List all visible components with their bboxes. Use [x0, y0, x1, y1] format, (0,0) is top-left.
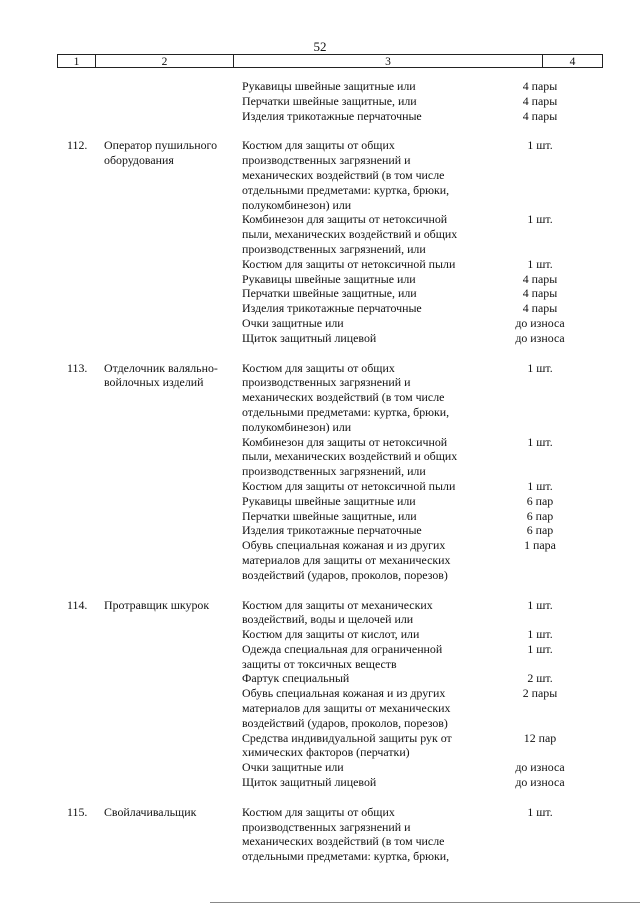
equipment-quantity: 4 пары	[522, 301, 558, 316]
equipment-item: Изделия трикотажные перчаточные	[242, 108, 422, 123]
profession-name: Оператор пушильного оборудования	[104, 138, 218, 168]
table-row	[0, 301, 640, 316]
row-number: 114.	[67, 597, 88, 612]
table-row	[0, 109, 640, 124]
equipment-item: Костюм для защиты от кислот, или	[242, 627, 420, 642]
column-header-1: 1	[57, 54, 95, 68]
equipment-item: Костюм для защиты от нетоксичной пыли	[242, 256, 456, 271]
equipment-quantity: 1 шт.	[527, 212, 553, 227]
table-group	[0, 805, 640, 864]
equipment-quantity: 1 шт.	[527, 641, 553, 656]
equipment-quantity: 1 шт.	[527, 804, 553, 819]
equipment-quantity: 1 шт.	[527, 597, 553, 612]
table-group	[0, 79, 640, 123]
equipment-item: Обувь специальная кожаная и из других материалов для защиты от механических воздействий (ударов, проколов, порезов)	[242, 538, 451, 582]
table-row	[0, 494, 640, 509]
equipment-item: Перчатки швейные защитные, или	[242, 93, 417, 108]
equipment-item: Фартук специальный	[242, 671, 350, 686]
equipment-quantity: 6 пар	[526, 493, 554, 508]
equipment-quantity: 6 пар	[526, 508, 554, 523]
equipment-item: Комбинезон для защиты от нетоксичной пыли, механических воздействий и общих производственных загрязнений, или	[242, 434, 458, 479]
equipment-item: Костюм для защиты от общих производственных загрязнений и механических воздействий (в том числе отдельными предметами: куртка, брюки,	[242, 804, 450, 864]
equipment-quantity: 6 пар	[526, 523, 554, 538]
table-row	[0, 627, 640, 642]
table-group	[0, 598, 640, 790]
table-row	[0, 138, 640, 212]
equipment-item: Очки защитные или	[242, 315, 344, 330]
bottom-rule	[210, 902, 640, 903]
row-number: 113.	[67, 360, 88, 375]
column-header-4: 4	[542, 54, 603, 68]
row-number: 112.	[67, 138, 88, 153]
equipment-quantity: до износа	[515, 760, 565, 775]
equipment-item: Одежда специальная для ограниченной защиты от токсичных веществ	[242, 641, 443, 671]
table-row	[0, 671, 640, 686]
table-row	[0, 686, 640, 730]
table-row	[0, 479, 640, 494]
equipment-item: Комбинезон для защиты от нетоксичной пыли, механических воздействий и общих производственных загрязнений, или	[242, 212, 458, 256]
equipment-item: Перчатки швейные защитные, или	[242, 508, 417, 523]
table-row	[0, 316, 640, 331]
equipment-item: Рукавицы швейные защитные или	[242, 271, 416, 286]
table-row	[0, 731, 640, 761]
profession-name: Свойлачивальщик	[104, 804, 197, 819]
equipment-quantity: 4 пары	[522, 271, 558, 286]
table-row	[0, 257, 640, 272]
equipment-quantity: 1 пара	[524, 538, 556, 553]
equipment-quantity: 4 пары	[522, 286, 558, 301]
profession-name: Протравщик шкурок	[104, 597, 210, 612]
equipment-item: Рукавицы швейные защитные или	[242, 493, 416, 508]
equipment-quantity: до износа	[515, 330, 565, 345]
equipment-item: Средства индивидуальной защиты рук от химических факторов (перчатки)	[242, 730, 452, 760]
equipment-quantity: 1 шт.	[527, 138, 553, 153]
row-number: 115.	[67, 804, 88, 819]
equipment-item: Обувь специальная кожаная и из других материалов для защиты от механических воздействий (ударов, проколов, порезов)	[242, 686, 451, 730]
table-header	[57, 54, 603, 69]
table-row	[0, 598, 640, 628]
equipment-quantity: 4 пары	[522, 79, 558, 93]
table-row	[0, 79, 640, 94]
table-row	[0, 538, 640, 582]
table-row	[0, 272, 640, 287]
equipment-item: Щиток защитный лицевой	[242, 775, 377, 790]
table-group	[0, 361, 640, 583]
table-row	[0, 523, 640, 538]
profession-name: Отделочник валяльно-войлочных изделий	[104, 360, 218, 390]
equipment-quantity: 1 шт.	[527, 256, 553, 271]
table-row	[0, 805, 640, 864]
table-row	[0, 286, 640, 301]
equipment-quantity: 1 шт.	[527, 434, 553, 449]
column-header-2: 2	[95, 54, 233, 68]
table-body	[0, 79, 640, 879]
table-row	[0, 642, 640, 672]
equipment-quantity: 4 пары	[522, 108, 558, 123]
equipment-quantity: до износа	[515, 775, 565, 790]
equipment-item: Рукавицы швейные защитные или	[242, 79, 416, 93]
table-row	[0, 509, 640, 524]
equipment-item: Костюм для защиты от нетоксичной пыли	[242, 478, 456, 493]
table-row	[0, 760, 640, 775]
equipment-quantity: 1 шт.	[527, 478, 553, 493]
equipment-item: Щиток защитный лицевой	[242, 330, 377, 345]
table-row	[0, 212, 640, 256]
equipment-item: Костюм для защиты от механических воздействий, воды и щелочей или	[242, 597, 433, 627]
equipment-item: Костюм для защиты от общих производственных загрязнений и механических воздействий (в том числе отдельными предметами: куртка, брюки, полукомбинезон) или	[242, 360, 450, 434]
equipment-item: Перчатки швейные защитные, или	[242, 286, 417, 301]
equipment-quantity: до износа	[515, 315, 565, 330]
table-row	[0, 361, 640, 435]
equipment-item: Изделия трикотажные перчаточные	[242, 523, 422, 538]
column-header-3: 3	[233, 54, 542, 68]
equipment-quantity: 12 пар	[523, 730, 557, 745]
table-row	[0, 94, 640, 109]
equipment-quantity: 1 шт.	[527, 360, 553, 375]
table-row	[0, 775, 640, 790]
table-group	[0, 138, 640, 345]
equipment-item: Изделия трикотажные перчаточные	[242, 301, 422, 316]
equipment-quantity: 2 шт.	[527, 671, 553, 686]
equipment-item: Очки защитные или	[242, 760, 344, 775]
table-row	[0, 331, 640, 346]
page-number: 52	[313, 39, 327, 54]
equipment-quantity: 1 шт.	[527, 627, 553, 642]
equipment-quantity: 4 пары	[522, 93, 558, 108]
table-row	[0, 435, 640, 479]
equipment-quantity: 2 пары	[522, 686, 558, 701]
equipment-item: Костюм для защиты от общих производственных загрязнений и механических воздействий (в том числе отдельными предметами: куртка, брюки, полукомбинезон) или	[242, 138, 450, 212]
